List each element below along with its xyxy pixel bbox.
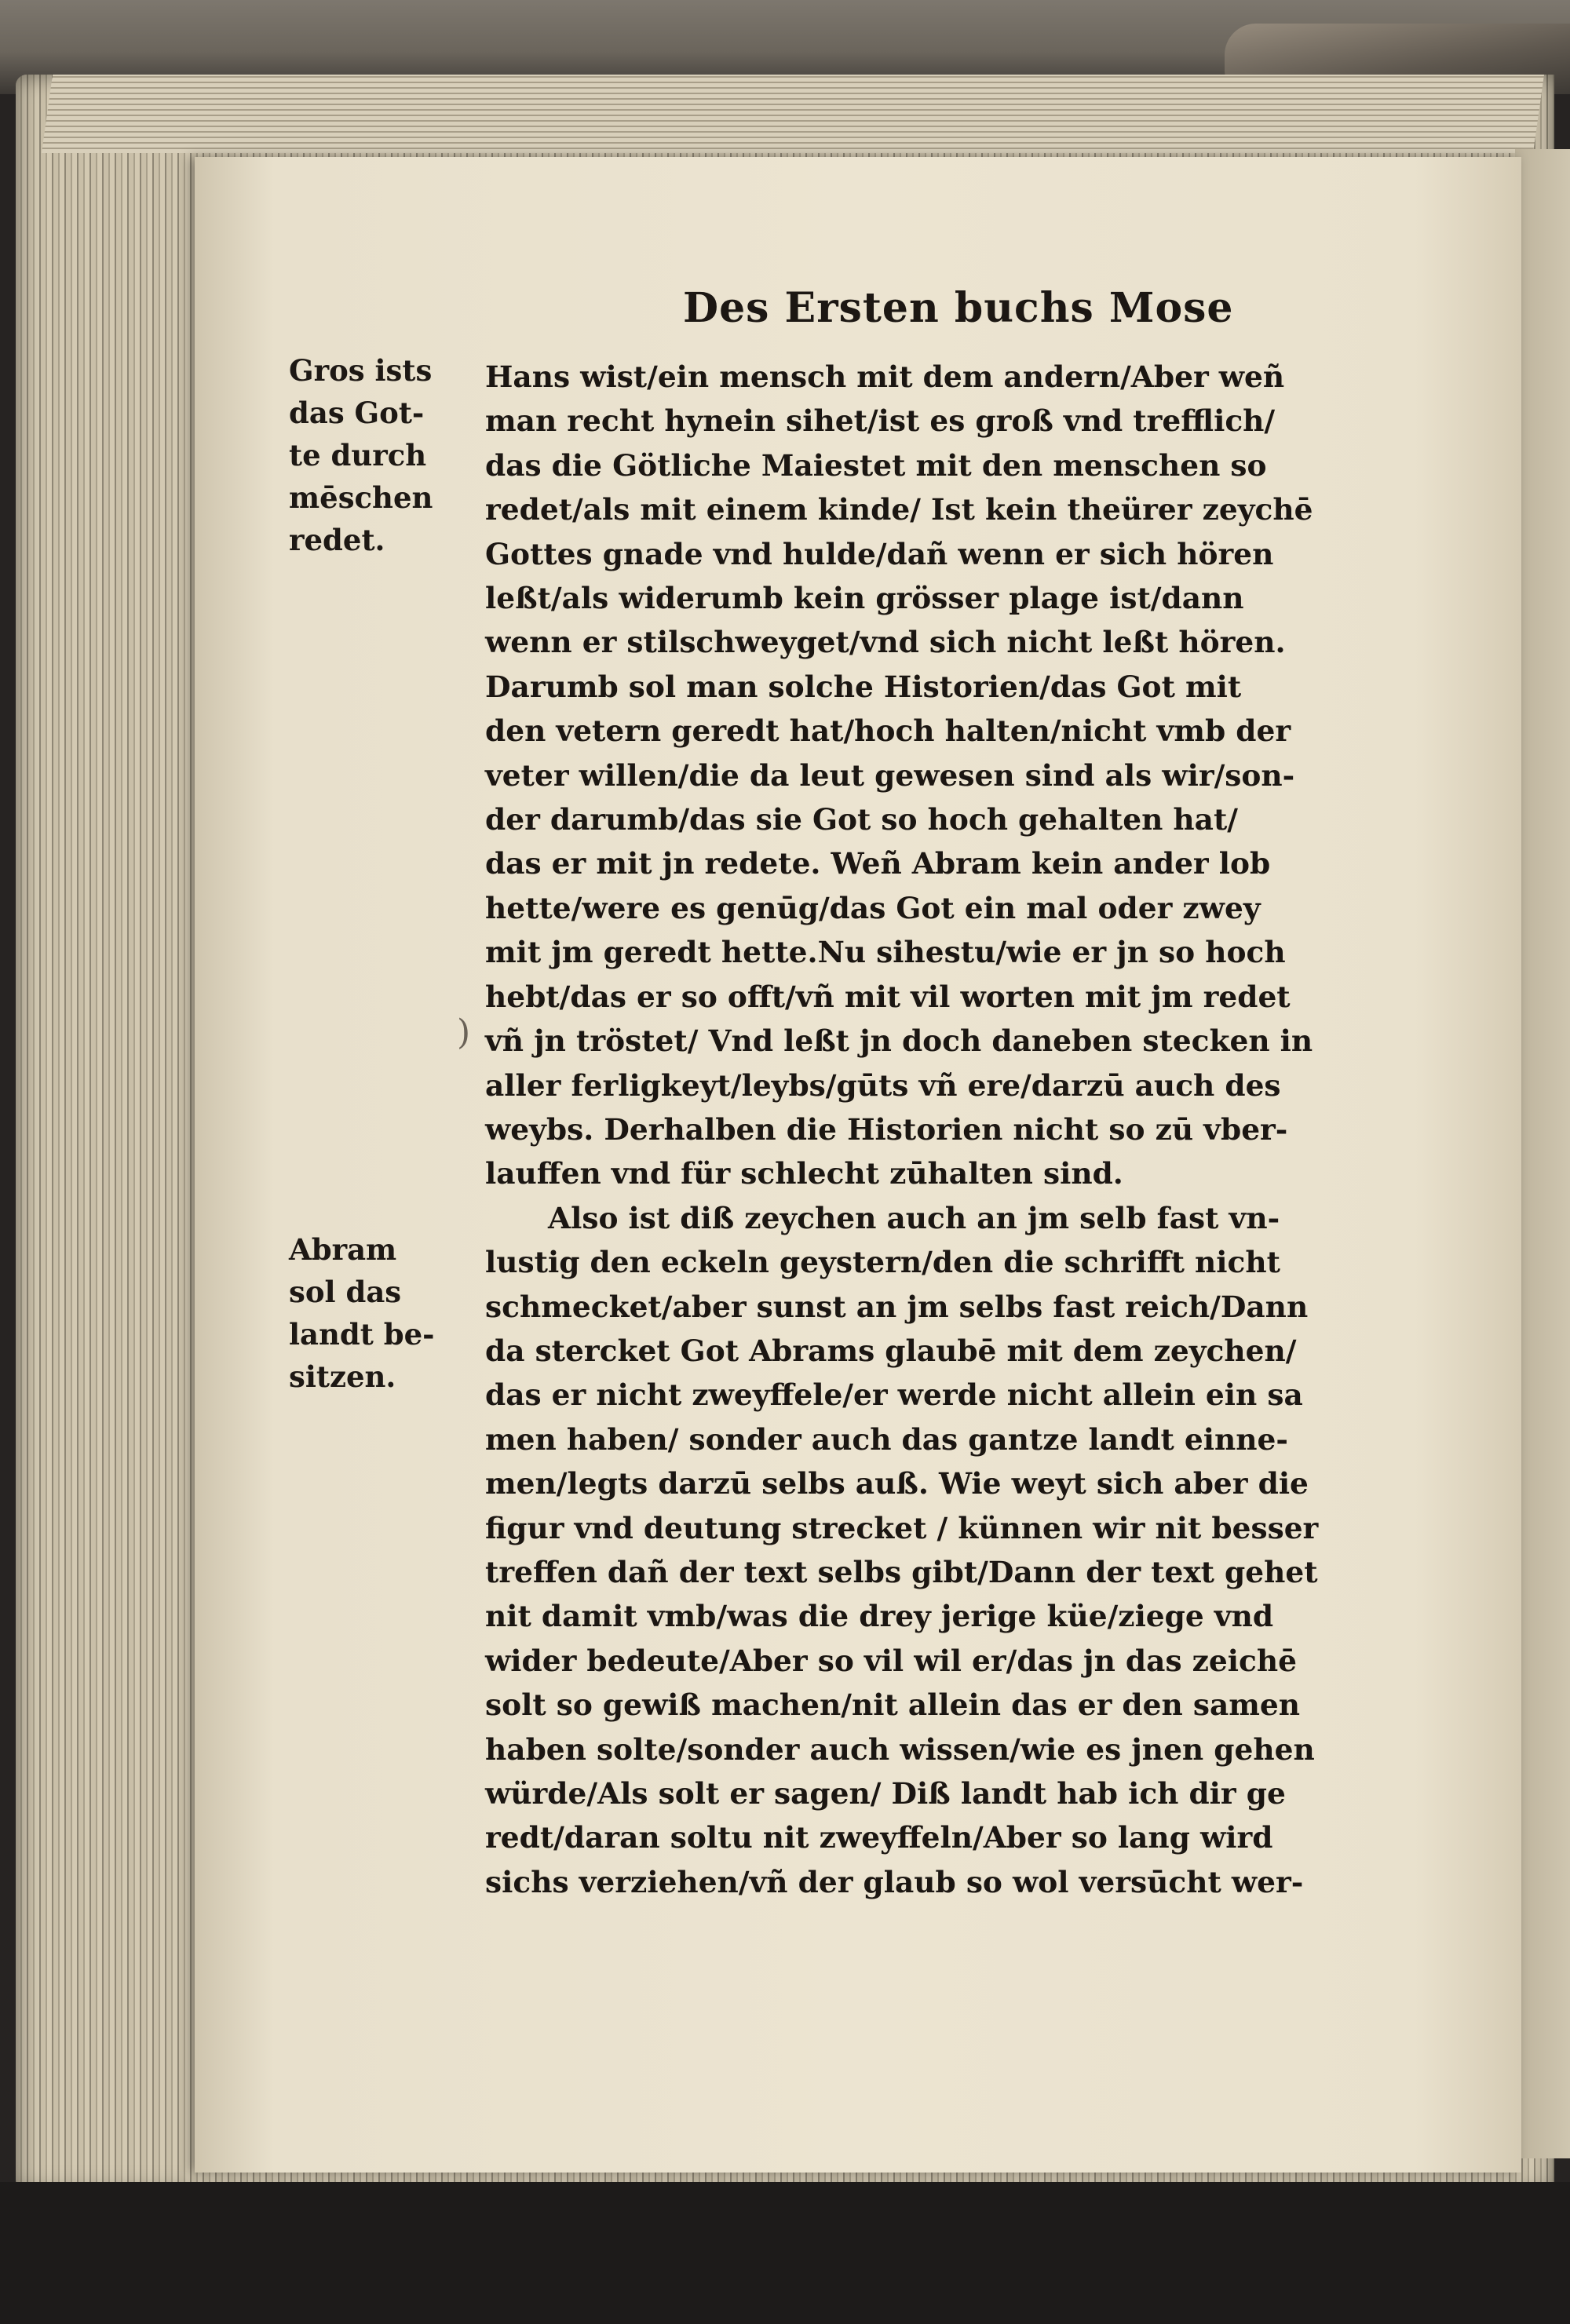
body-line: das er nicht zweyffele/er werde nicht allein ein sa — [485, 1377, 1303, 1413]
body-line: wenn er stilschweyget/vnd sich nicht leßt hören. — [485, 625, 1286, 660]
body-text — [485, 355, 1411, 1904]
body-line: der darumb/das sie Got so hoch gehalten hat/ — [485, 802, 1238, 837]
body-line: figur vnd deutung strecket / künnen wir nit besser — [485, 1510, 1319, 1545]
marginal-note-line: Gros ists — [289, 353, 433, 388]
body-line: redet/als mit einem kinde/ Ist kein theürer zeychē — [485, 492, 1313, 527]
body-line: den vetern geredt hat/hoch halten/nicht vmb der — [485, 713, 1291, 749]
facing-page-edge — [1515, 149, 1570, 2158]
marginal-note-line: Abram — [289, 1232, 397, 1267]
marginal-note-1 — [289, 349, 469, 561]
background-shadow — [0, 2182, 1570, 2324]
marginal-note-line: te durch — [289, 438, 427, 472]
body-line: lauffen vnd für schlecht zūhalten sind. — [485, 1156, 1123, 1191]
body-line: nit damit vmb/was die drey jerige küe/ziege vnd — [485, 1599, 1274, 1634]
body-line: Darumb sol man solche Historien/das Got mit — [485, 669, 1242, 704]
marginal-note-line: das Got- — [289, 396, 425, 430]
body-line: man recht hynein sihet/ist es groß vnd trefflich/ — [485, 403, 1276, 439]
body-line: men haben/ sonder auch das gantze landt einne- — [485, 1421, 1288, 1457]
body-line: solt so gewiß machen/nit allein das er den samen — [485, 1687, 1301, 1723]
body-line: das die Götliche Maiestet mit den menschen so — [485, 447, 1267, 483]
body-line: schmecket/aber sunst an jm selbs fast reich/Dann — [485, 1289, 1309, 1324]
body-line: treffen dañ der text selbs gibt/Dann der text gehet — [485, 1554, 1318, 1589]
marginal-note-line: sitzen. — [289, 1359, 396, 1394]
body-line: hette/were es genūg/das Got ein mal oder zwey — [485, 890, 1261, 925]
marginal-note-line: sol das — [289, 1275, 402, 1309]
body-line: men/legts darzū selbs auß. Wie weyt sich aber die — [485, 1466, 1309, 1501]
body-line: das er mit jn redete. Weñ Abram kein ander lob — [485, 846, 1271, 881]
body-line: leßt/als widerumb kein grösser plage ist/dann — [485, 581, 1244, 616]
body-line: lustig den eckeln geystern/den die schrifft nicht — [485, 1245, 1280, 1280]
pen-mark: ) — [457, 1012, 471, 1053]
marginal-note-2 — [289, 1228, 469, 1398]
body-line: redt/daran soltu nit zweyffeln/Aber so lang wird — [485, 1820, 1273, 1855]
body-line: würde/Als solt er sagen/ Diß landt hab ich dir ge — [485, 1776, 1286, 1811]
body-line: veter willen/die da leut gewesen sind als wir/son- — [485, 757, 1295, 793]
body-line: aller ferligkeyt/leybs/gūts vñ ere/darzū auch des — [485, 1067, 1281, 1103]
body-line: da stercket Got Abrams glaubē mit dem zeychen/ — [485, 1333, 1297, 1368]
body-line: mit jm geredt hette.Nu sihestu/wie er jn so hoch — [485, 935, 1286, 970]
body-line: wider bedeute/Aber so vil wil er/das jn das zeichē — [485, 1643, 1297, 1678]
body-line: vñ jn tröstet/ Vnd leßt jn doch daneben stecken in — [485, 1023, 1313, 1059]
marginal-note-line: redet. — [289, 523, 385, 557]
body-line: Hans wist/ein mensch mit dem andern/Aber weñ — [485, 359, 1285, 394]
body-line: weybs. Derhalben die Historien nicht so zū vber- — [485, 1111, 1288, 1147]
body-line: Gottes gnade vnd hulde/dañ wenn er sich hören — [485, 536, 1274, 571]
body-line: sichs verziehen/vñ der glaub so wol versūcht wer- — [485, 1864, 1304, 1899]
body-line: Also ist diß zeychen auch an jm selb fast vn- — [548, 1200, 1280, 1235]
book-page-edges — [42, 75, 1544, 153]
body-line: hebt/das er so offt/vñ mit vil worten mit jm redet — [485, 979, 1291, 1014]
marginal-note-line: mēschen — [289, 480, 433, 515]
marginal-note-line: landt be- — [289, 1317, 435, 1352]
running-head: Des Ersten buchs Mose — [683, 284, 1234, 332]
body-line: haben solte/sonder auch wissen/wie es jnen gehen — [485, 1731, 1315, 1767]
